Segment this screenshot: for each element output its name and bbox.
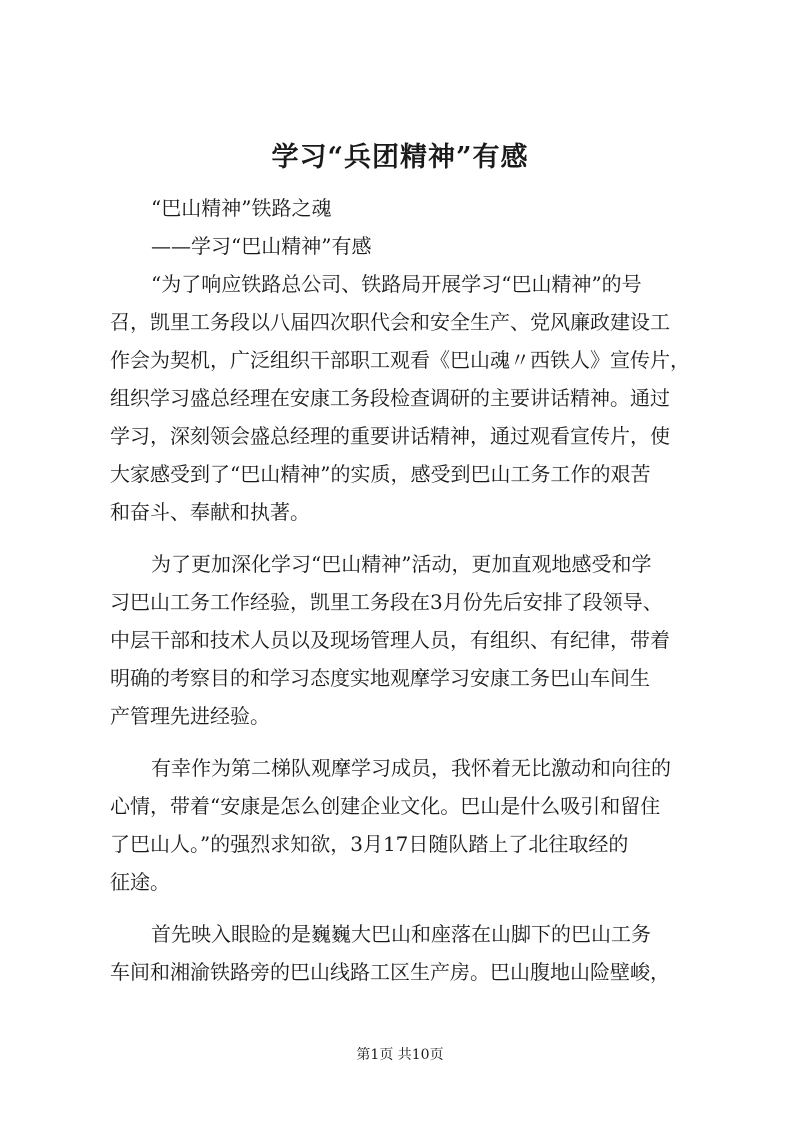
- paragraph-line: 首先映入眼睑的是巍巍大巴山和座落在山脚下的巴山工务: [151, 922, 651, 946]
- paragraph-line: 有幸作为第二梯队观摩学习成员，我怀着无比激动和向往的: [151, 756, 671, 780]
- paragraph-line: 产管理先进经验。: [110, 704, 270, 728]
- paragraph-line: 和奋斗、奉献和执著。: [110, 500, 310, 524]
- paragraph-line: 了巴山人。”的强烈求知欲，3月17日随队踏上了北往取经的: [110, 832, 629, 856]
- paragraph-line: “为了响应铁路总公司、铁路局开展学习“巴山精神”的号: [151, 272, 642, 296]
- paragraph-line: 征途。: [110, 870, 170, 894]
- paragraph-line: 心情，带着“安康是怎么创建企业文化。巴山是什么吸引和留住: [110, 794, 661, 818]
- paragraph-line: 为了更加深化学习“巴山精神”活动，更加直观地感受和学: [151, 552, 652, 576]
- paragraph-line: 大家感受到了“巴山精神”的实质，感受到巴山工务工作的艰苦: [110, 462, 651, 486]
- document-title: 学习“兵团精神”有感: [271, 142, 529, 173]
- paragraph-line: 中层干部和技术人员以及现场管理人员，有组织、有纪律，带着: [110, 628, 670, 652]
- subtitle-line: “巴山精神”铁路之魂: [151, 196, 332, 220]
- subtitle-line: ——学习“巴山精神”有感: [151, 234, 372, 258]
- paragraph-line: 作会为契机，广泛组织干部职工观看《巴山魂〃西铁人》宣传片，: [110, 348, 690, 372]
- paragraph-line: 车间和湘渝铁路旁的巴山线路工区生产房。巴山腹地山险壁峻，: [110, 960, 670, 984]
- paragraph-line: 学习，深刻领会盛总经理的重要讲话精神，通过观看宣传片，使: [110, 424, 670, 448]
- page-number: 第1页 共10页: [356, 1047, 444, 1063]
- paragraph-line: 明确的考察目的和学习态度实地观摩学习安康工务巴山车间生: [110, 666, 650, 690]
- paragraph-line: 组织学习盛总经理在安康工务段检查调研的主要讲话精神。通过: [110, 386, 670, 410]
- paragraph-line: 习巴山工务工作经验，凯里工务段在3月份先后安排了段领导、: [110, 590, 663, 614]
- paragraph-line: 召，凯里工务段以八届四次职代会和安全生产、党风廉政建设工: [110, 310, 670, 334]
